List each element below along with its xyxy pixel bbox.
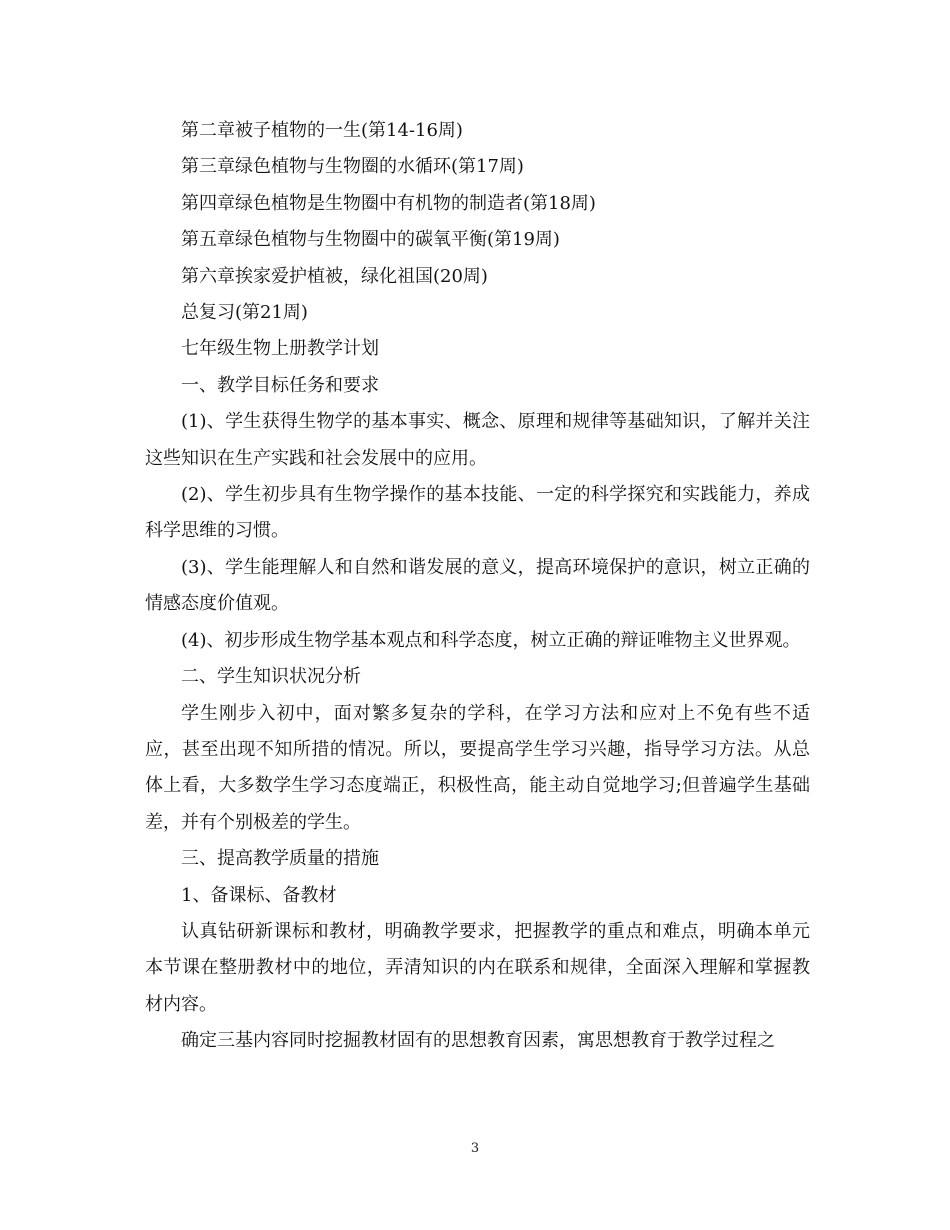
section-heading-3: 三、提高教学质量的措施	[181, 848, 379, 870]
section-heading-2: 二、学生知识状况分析	[181, 666, 361, 688]
section-heading-1: 一、教学目标任务和要求	[181, 374, 379, 396]
chapter-3-line: 第三章绿色植物与生物圈的水循环(第17周)	[181, 156, 524, 178]
plan-title: 七年级生物上册教学计划	[181, 338, 379, 360]
subheading-1: 1、备课标、备教材	[181, 884, 337, 906]
chapter-4-line: 第四章绿色植物是生物圈中有机物的制造者(第18周)	[181, 192, 596, 214]
goal-paragraph-2: (2)、学生初步具有生物学操作的基本技能、一定的科学探究和实践能力，养成科学思维的习惯。	[145, 484, 810, 542]
document-body	[145, 113, 810, 1060]
goal-paragraph-3: (3)、学生能理解人和自然和谐发展的意义，提高环境保护的意识，树立正确的情感态度价值观。	[145, 556, 810, 615]
chapter-5-line: 第五章绿色植物与生物圈中的碳氧平衡(第19周)	[181, 229, 560, 251]
goal-paragraph-1: (1)、学生获得生物学的基本事实、概念、原理和规律等基础知识，了解并关注这些知识在生产实践和社会发展中的应用。	[145, 411, 810, 469]
review-line: 总复习(第21周)	[181, 302, 308, 324]
measure-paragraph-2: 确定三基内容同时挖掘教材固有的思想教育因素，寓思想教育于教学过程之	[181, 1030, 775, 1052]
chapter-2-line: 第二章被子植物的一生(第14-16周)	[181, 120, 463, 141]
goal-paragraph-4: (4)、初步形成生物学基本观点和科学态度，树立正确的辩证唯物主义世界观。	[181, 629, 801, 651]
chapter-6-line: 第六章挨家爱护植被，绿化祖国(20周)	[181, 265, 488, 287]
analysis-paragraph: 学生刚步入初中，面对繁多复杂的学科，在学习方法和应对上不免有些不适应，甚至出现不知所措的情况。所以，要提高学生学习兴趣，指导学习方法。从总体上看，大多数学生学习态度端正，积极性高，能主动自觉地学习;但普遍学生基础差，并有个别极差的学生。	[145, 702, 810, 833]
page-number: 3	[470, 1141, 480, 1156]
measure-paragraph-1: 认真钻研新课标和教材，明确教学要求，把握教学的重点和难点，明确本单元本节课在整册教材中的地位，弄清知识的内在联系和规律，全面深入理解和掌握教材内容。	[145, 920, 810, 1015]
